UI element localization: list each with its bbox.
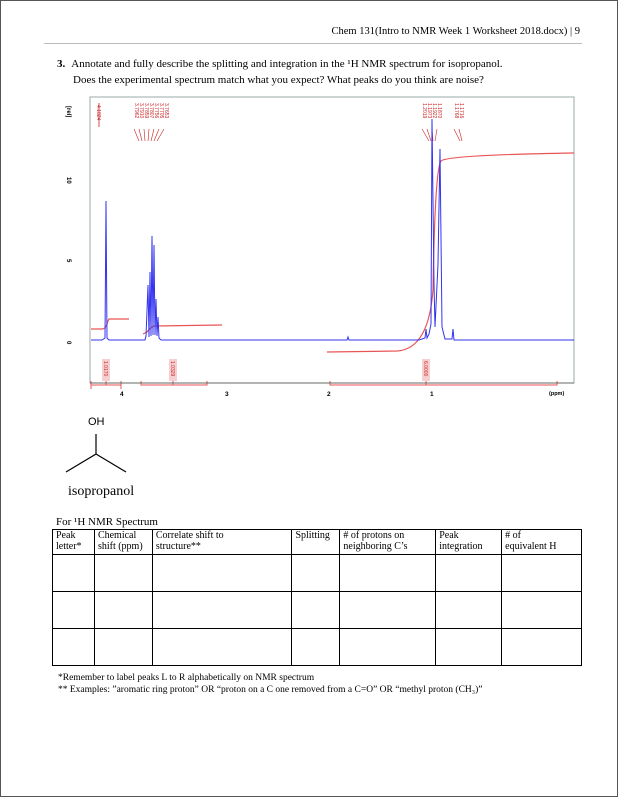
header-line: integration: [439, 541, 483, 552]
table-cell[interactable]: [502, 592, 582, 629]
peak-label: 4.1824: [95, 105, 101, 121]
hydroxyl-label: OH: [88, 416, 105, 428]
peak-label: 1.1768: [453, 103, 459, 119]
header-line: equivalent H: [505, 541, 557, 552]
header-line: Correlate shift to: [155, 530, 224, 541]
peak-label: 1.1716: [458, 103, 464, 119]
x-tick-label: 1: [430, 391, 434, 398]
table-cell[interactable]: [436, 592, 502, 629]
footnotes: [58, 672, 482, 696]
table-cell[interactable]: [340, 555, 436, 592]
table-cell[interactable]: [152, 629, 292, 666]
molecule-name: isopropanol: [68, 484, 135, 499]
peak-label: 3.7962: [133, 103, 139, 119]
header-line: Splitting: [295, 530, 330, 541]
header-neighbor-protons: [340, 530, 436, 555]
table-cell[interactable]: [94, 592, 152, 629]
table-cell[interactable]: [53, 592, 95, 629]
table-cell[interactable]: [292, 555, 340, 592]
peak-label: 3.7910: [138, 103, 144, 119]
isopropanol-structure: [58, 414, 178, 484]
table-row: [53, 629, 582, 666]
question-number: 3.: [57, 58, 66, 70]
header-line: # of protons on: [343, 530, 405, 541]
x-tick-label: 3: [225, 391, 229, 398]
header-chemical-shift: [94, 530, 152, 555]
table-cell[interactable]: [53, 555, 95, 592]
peak-label: 3.7807: [148, 103, 154, 119]
header-line: Chemical: [97, 530, 137, 541]
header-line: letter*: [56, 541, 82, 552]
header-equivalent-h: [502, 530, 582, 555]
table-cell[interactable]: [436, 555, 502, 592]
header-splitting: [292, 530, 340, 555]
x-unit-label: (ppm): [549, 391, 565, 397]
table-title: For ¹H NMR Spectrum: [56, 516, 158, 528]
table-cell[interactable]: [502, 555, 582, 592]
y-unit-label: [rel]: [65, 106, 71, 118]
y-tick-label: 0: [65, 341, 71, 345]
peak-label: 3.7653: [163, 103, 169, 119]
nmr-table: [52, 529, 582, 666]
header-line: Peak: [439, 530, 459, 541]
header-line: shift (ppm): [97, 541, 143, 552]
question-line-2: Does the experimental spectrum match what you expect? What peaks do you think are noise?: [73, 74, 484, 86]
peak-label: 3.7756: [153, 103, 159, 119]
question-line-1: Annotate and fully describe the splitting and integration in the ¹H NMR spectrum for isopropanol.: [71, 58, 503, 70]
header-line: structure**: [155, 541, 201, 552]
table-cell[interactable]: [94, 555, 152, 592]
header-line: # of: [505, 530, 521, 541]
x-tick-label: 2: [327, 391, 331, 398]
table-cell[interactable]: [292, 629, 340, 666]
peak-label: 1.1973: [426, 103, 432, 119]
page-header: Chem 131(Intro to NMR Week 1 Worksheet 2018.docx) | 9: [331, 26, 580, 37]
table-cell[interactable]: [340, 592, 436, 629]
table-cell[interactable]: [436, 629, 502, 666]
integral-value: 1.0170: [102, 361, 108, 377]
table-row: [53, 555, 582, 592]
x-tick-label: 4: [120, 391, 124, 398]
peak-label: 1.2019: [421, 103, 427, 119]
table-cell[interactable]: [94, 629, 152, 666]
header-line: neighboring C’s: [343, 541, 408, 552]
table-cell[interactable]: [152, 592, 292, 629]
integral-value: 6.0000: [422, 361, 428, 377]
y-tick-label: 10: [65, 177, 71, 184]
skeletal-bonds: [66, 434, 126, 472]
integral-value: 1.0329: [169, 361, 175, 377]
header-rule: [44, 43, 582, 44]
peak-label: 3.7859: [143, 103, 149, 119]
table-cell[interactable]: [502, 629, 582, 666]
footnote-2: ** Examples: ”aromatic ring proton” OR “proton on a C one removed from a C=O” OR “methyl proton (CH₃)”: [58, 685, 483, 695]
question-3: [57, 56, 587, 88]
table-row: [53, 592, 582, 629]
peak-label: 3.7705: [158, 103, 164, 119]
footnote-1: *Remember to label peaks L to R alphabetically on NMR spectrum: [58, 673, 315, 683]
nmr-spectrum: [57, 89, 582, 404]
header-line: Peak: [56, 530, 76, 541]
table-cell[interactable]: [340, 629, 436, 666]
table-cell[interactable]: [292, 592, 340, 629]
header-integration: [436, 530, 502, 555]
spectrum-background: [57, 89, 582, 404]
header-peak-letter: [53, 530, 95, 555]
peak-label: 1.1870: [436, 103, 442, 119]
y-tick-label: 5: [65, 259, 71, 263]
table-cell[interactable]: [152, 555, 292, 592]
header-correlate: [152, 530, 292, 555]
table-cell[interactable]: [53, 629, 95, 666]
peak-label: 1.1922: [431, 103, 437, 119]
table-header-row: [53, 530, 582, 555]
